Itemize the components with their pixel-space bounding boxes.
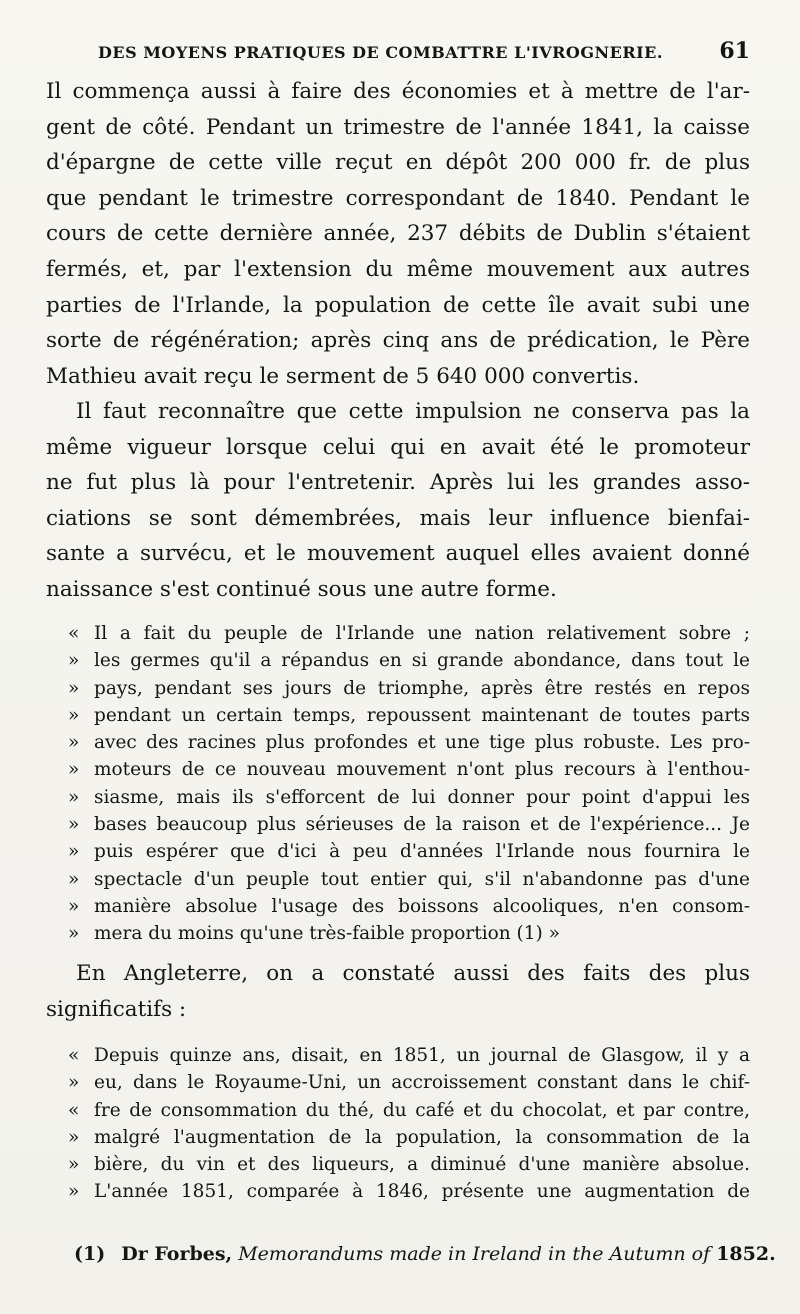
quote-mark: » xyxy=(68,704,80,726)
quote-line xyxy=(68,1124,750,1151)
quote-line xyxy=(68,1151,750,1178)
quote-text: avec des racines plus profondes et une tige plus robuste. Les pro- xyxy=(94,732,750,754)
quote-mark: » xyxy=(68,650,80,672)
quote-mark: » xyxy=(68,1181,80,1203)
text-line: naissance s'est continué sous une autre forme. xyxy=(46,576,557,602)
text-line: significatifs : xyxy=(46,996,187,1022)
text-line: Mathieu avait reçu le serment de 5 640 000 convertis. xyxy=(46,363,640,389)
text-line: sorte de régénération; après cinq ans de prédication, le Père xyxy=(46,328,750,354)
quote-text: moteurs de ce nouveau mouvement n'ont plus recours à l'enthou- xyxy=(94,759,750,781)
footnote-year: 1852. xyxy=(716,1243,776,1265)
quote-mark: » xyxy=(68,1154,80,1176)
quote-mark: » xyxy=(68,895,80,917)
quote-mark: « xyxy=(68,1045,80,1066)
paragraph-3 xyxy=(46,956,750,1027)
quote-mark: » xyxy=(68,841,80,863)
quote-line xyxy=(68,866,750,893)
quote-mark: » xyxy=(68,732,80,754)
quote-line xyxy=(68,702,750,729)
quote-text: fre de consommation du thé, du café et du chocolat, et par contre, xyxy=(94,1099,750,1121)
footnote-author: Dr Forbes, xyxy=(121,1243,233,1265)
footnote-work-title: Memorandums made in Ireland in the Autumn of xyxy=(238,1243,711,1265)
footnote xyxy=(74,1240,776,1268)
quote-text: puis espérer que d'ici à peu d'années l'Irlande nous fournira le xyxy=(94,841,750,863)
text-line: fermés, et, par l'extension du même mouvement aux autres xyxy=(46,256,750,282)
quote-text: bases beaucoup plus sérieuses de la raison et de l'expérience... Je xyxy=(94,814,750,836)
text-line: cours de cette dernière année, 237 débits de Dublin s'étaient xyxy=(46,221,750,247)
quote-text: mera du moins qu'une très-faible proportion (1) » xyxy=(94,923,560,945)
text-line: En Angleterre, on a constaté aussi des faits des plus xyxy=(76,961,750,986)
quote-line xyxy=(68,1178,750,1205)
quote-line xyxy=(68,811,750,838)
text-line: même vigueur lorsque celui qui en avait été le promoteur xyxy=(46,434,750,460)
quote-line xyxy=(68,675,750,702)
footnote-mark: (1) xyxy=(74,1243,106,1265)
quote-text: Il a fait du peuple de l'Irlande une nation relativement sobre ; xyxy=(94,623,750,644)
paragraph-2 xyxy=(46,394,750,608)
text-line: Il faut reconnaître que cette impulsion ne conserva pas la xyxy=(76,399,750,424)
quotation-2 xyxy=(68,1042,750,1206)
quote-text: spectacle d'un peuple tout entier qui, s'il n'abandonne pas d'une xyxy=(94,868,750,890)
quote-text: Depuis quinze ans, disait, en 1851, un journal de Glasgow, il y a xyxy=(94,1045,750,1066)
quotation-1 xyxy=(68,620,750,948)
quote-mark: » xyxy=(68,786,80,808)
text-line: Il commença aussi à faire des économies et à mettre de l'ar- xyxy=(46,79,750,104)
text-line: ne fut plus là pour l'entretenir. Après lui les grandes asso- xyxy=(46,470,750,496)
quote-text: malgré l'augmentation de la population, la consommation de la xyxy=(94,1126,750,1148)
quote-line xyxy=(68,1097,750,1124)
quote-line xyxy=(68,620,750,647)
text-line: que pendant le trimestre correspondant de 1840. Pendant le xyxy=(46,185,750,211)
text-line: ciations se sont démembrées, mais leur influence bienfai- xyxy=(46,505,750,531)
quote-mark: » xyxy=(68,814,80,836)
text-line: d'épargne de cette ville reçut en dépôt 200 000 fr. de plus xyxy=(46,150,750,176)
quote-mark: « xyxy=(68,623,80,644)
page-number: 61 xyxy=(719,38,750,64)
quote-text: bière, du vin et des liqueurs, a diminué d'une manière absolue. xyxy=(94,1154,750,1176)
quote-text: eu, dans le Royaume-Uni, un accroissement constant dans le chif- xyxy=(94,1072,750,1094)
quote-text: siasme, mais ils s'efforcent de lui donner pour point d'appui les xyxy=(94,786,750,808)
quote-mark: « xyxy=(68,1099,80,1121)
quote-line xyxy=(68,647,750,674)
quote-mark: » xyxy=(68,868,80,890)
running-title: DES MOYENS PRATIQUES DE COMBATTRE L'IVROGNERIE. xyxy=(98,43,663,62)
text-line: sante a survécu, et le mouvement auquel elles avaient donné xyxy=(46,541,750,567)
quote-line xyxy=(68,1069,750,1096)
quote-mark: » xyxy=(68,1126,80,1148)
quote-mark: » xyxy=(68,759,80,781)
quote-text: pendant un certain temps, repoussent maintenant de toutes parts xyxy=(94,704,750,726)
quote-line xyxy=(68,784,750,811)
quote-line xyxy=(68,1042,750,1069)
page-header xyxy=(98,38,750,64)
quote-text: pays, pendant ses jours de triomphe, après être restés en repos xyxy=(94,677,750,699)
quote-line xyxy=(68,729,750,756)
quote-line xyxy=(68,920,750,947)
quote-line xyxy=(68,756,750,783)
quote-mark: » xyxy=(68,923,80,945)
quote-text: manière absolue l'usage des boissons alcooliques, n'en consom- xyxy=(94,895,750,917)
text-line: gent de côté. Pendant un trimestre de l'année 1841, la caisse xyxy=(46,114,750,140)
quote-mark: » xyxy=(68,1072,80,1094)
quote-text: L'année 1851, comparée à 1846, présente une augmentation de xyxy=(94,1181,750,1203)
quote-text: les germes qu'il a répandus en si grande abondance, dans tout le xyxy=(94,650,750,672)
quote-line xyxy=(68,893,750,920)
paragraph-1 xyxy=(46,74,750,394)
quote-mark: » xyxy=(68,677,80,699)
quote-line xyxy=(68,838,750,865)
text-line: parties de l'Irlande, la population de cette île avait subi une xyxy=(46,292,750,318)
